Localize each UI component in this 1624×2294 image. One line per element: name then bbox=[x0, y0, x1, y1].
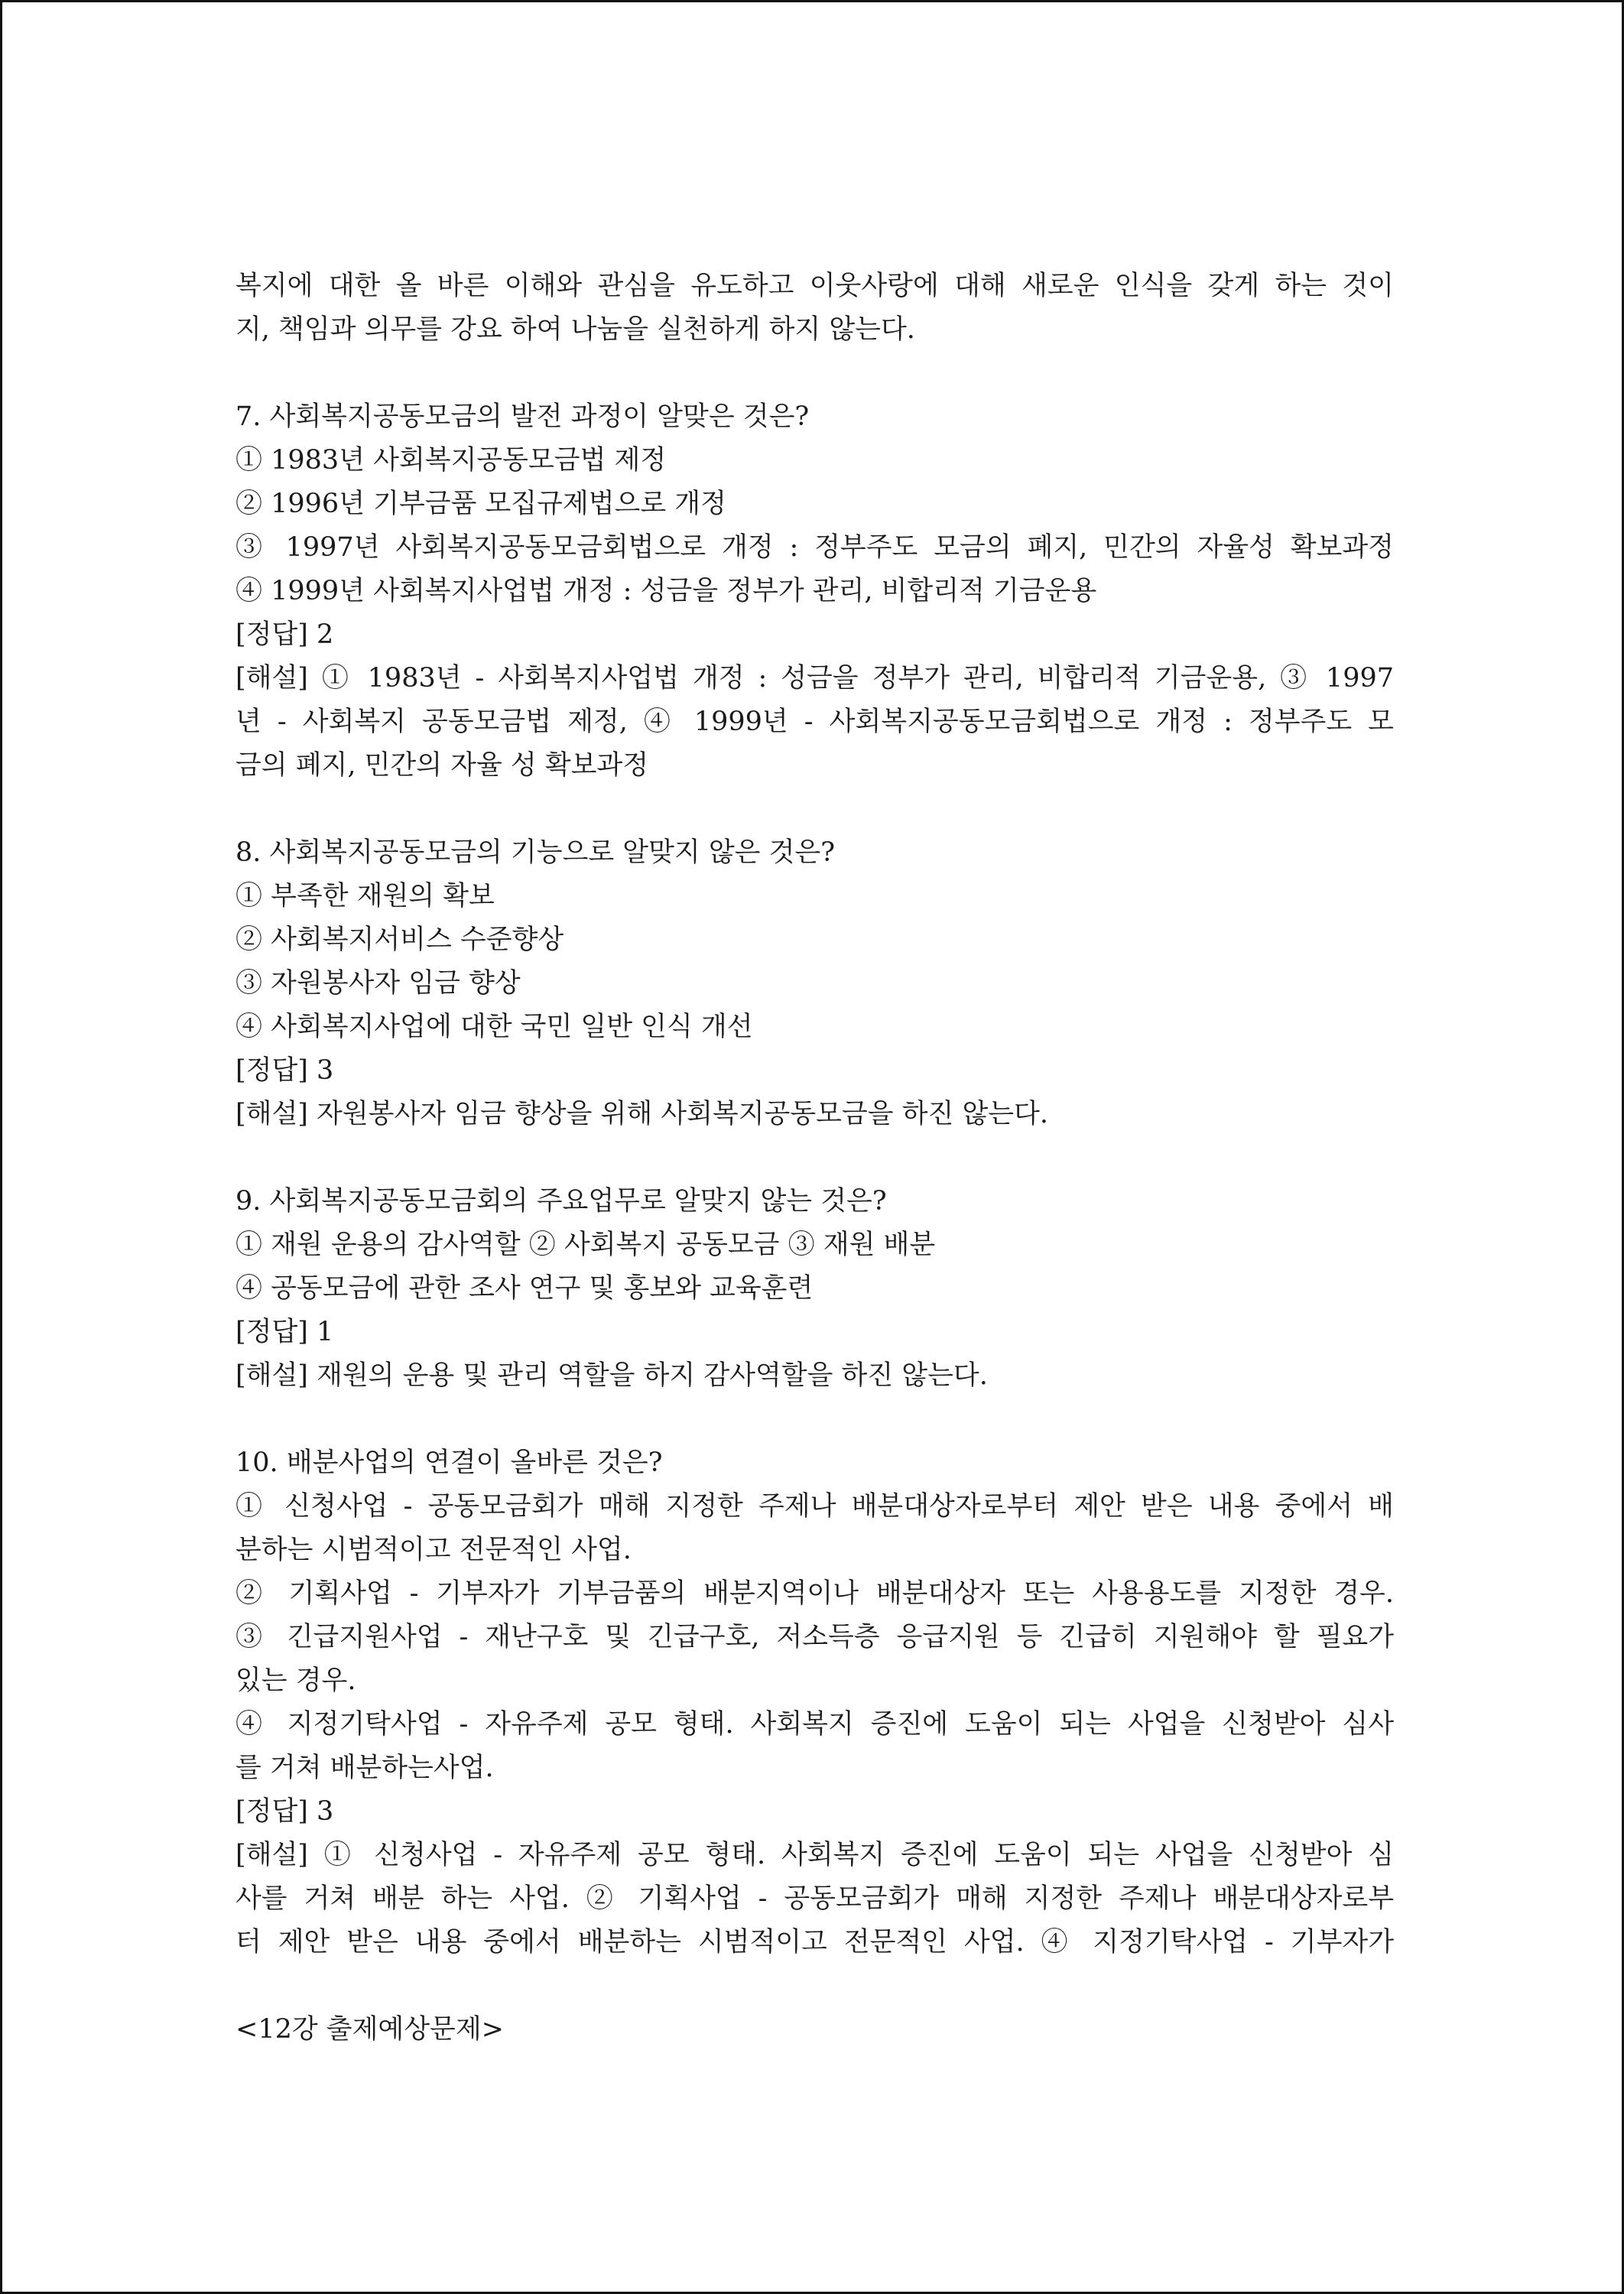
question-10-option: 있는 경우. bbox=[235, 1665, 356, 1696]
spacer bbox=[235, 1398, 1394, 1441]
question-9-option: ④ 공동모금에 관한 조사 연구 및 홍보와 교육훈련 bbox=[235, 1273, 814, 1304]
question-9-answer: [정답] 1 bbox=[235, 1317, 334, 1347]
question-7-option: ② 1996년 기부금품 모집규제법으로 개정 bbox=[235, 489, 726, 519]
document-body bbox=[235, 265, 1394, 2052]
question-10-explanation: 터 제안 받은 내용 중에서 배분하는 시범적이고 전문적인 사업. ④ 지정기탁사업 - 기부자가 bbox=[235, 1927, 1394, 1958]
question-10-option: ③ 긴급지원사업 - 재난구호 및 긴급구호, 저소득층 응급지원 등 긴급히 지원해야 할 필요가 bbox=[235, 1622, 1394, 1652]
question-10-title: 10. 배분사업의 연결이 올바른 것은? bbox=[235, 1448, 663, 1478]
spacer bbox=[235, 1964, 1394, 2008]
question-7-option: ④ 1999년 사회복지사업법 개정 : 성금을 정부가 관리, 비합리적 기금운용 bbox=[235, 576, 1097, 606]
question-8-option: ① 부족한 재원의 확보 bbox=[235, 881, 495, 911]
question-7-answer: [정답] 2 bbox=[235, 619, 334, 650]
intro-line: 지, 책임과 의무를 강요 하여 나눔을 실천하게 하지 않는다. bbox=[235, 314, 915, 345]
question-7-explanation: 년 - 사회복지 공동모금법 제정, ④ 1999년 - 사회복지공동모금회법으로 개정 : 정부주도 모 bbox=[235, 707, 1394, 737]
spacer bbox=[235, 1136, 1394, 1180]
intro-line: 복지에 대한 올 바른 이해와 관심을 유도하고 이웃사랑에 대해 새로운 인식을 갖게 하는 것이 bbox=[235, 271, 1394, 301]
question-10-option: ① 신청사업 - 공동모금회가 매해 지정한 주제나 배분대상자로부터 제안 받은 내용 중에서 배 bbox=[235, 1491, 1394, 1522]
question-10-explanation: [해설] ① 신청사업 - 자유주제 공모 형태. 사회복지 증진에 도움이 되는 사업을 신청받아 심 bbox=[235, 1840, 1394, 1870]
question-8-title: 8. 사회복지공동모금의 기능으로 알맞지 않은 것은? bbox=[235, 837, 835, 868]
question-8-option: ④ 사회복지사업에 대한 국민 일반 인식 개선 bbox=[235, 1012, 753, 1042]
question-7-explanation: [해설] ① 1983년 - 사회복지사업법 개정 : 성금을 정부가 관리, 비합리적 기금운용, ③ 1997 bbox=[235, 663, 1394, 694]
question-7-option: ① 1983년 사회복지공동모금법 제정 bbox=[235, 445, 667, 476]
question-7-option: ③ 1997년 사회복지공동모금회법으로 개정 : 정부주도 모금의 폐지, 민간의 자율성 확보과정 bbox=[235, 532, 1394, 563]
question-8-option: ③ 자원봉사자 임금 향상 bbox=[235, 968, 521, 999]
question-7-title: 7. 사회복지공동모금의 발전 과정이 알맞은 것은? bbox=[235, 401, 810, 432]
spacer bbox=[235, 352, 1394, 395]
question-10-explanation: 사를 거쳐 배분 하는 사업. ② 기획사업 - 공동모금회가 매해 지정한 주제나 배분대상자로부 bbox=[235, 1883, 1394, 1914]
question-9-explanation: [해설] 재원의 운용 및 관리 역할을 하지 감사역할을 하진 않는다. bbox=[235, 1360, 988, 1391]
question-10-option: 분하는 시범적이고 전문적인 사업. bbox=[235, 1535, 632, 1565]
question-9-title: 9. 사회복지공동모금회의 주요업무로 알맞지 않는 것은? bbox=[235, 1186, 887, 1217]
question-8-explanation: [해설] 자원봉사자 임금 향상을 위해 사회복지공동모금을 하진 않는다. bbox=[235, 1099, 1048, 1129]
question-8-answer: [정답] 3 bbox=[235, 1055, 334, 1086]
question-10-option: ④ 지정기탁사업 - 자유주제 공모 형태. 사회복지 증진에 도움이 되는 사업을 신청받아 심사 bbox=[235, 1709, 1394, 1740]
question-10-option: ② 기획사업 - 기부자가 기부금품의 배분지역이나 배분대상자 또는 사용용도를 지정한 경우. bbox=[235, 1578, 1394, 1609]
question-8-option: ② 사회복지서비스 수준향상 bbox=[235, 924, 564, 955]
spacer bbox=[235, 788, 1394, 831]
question-7-explanation: 금의 폐지, 민간의 자율 성 확보과정 bbox=[235, 750, 649, 781]
section-heading: <12강 출제예상문제> bbox=[235, 2014, 504, 2045]
question-10-option: 를 거쳐 배분하는사업. bbox=[235, 1753, 494, 1783]
question-10-answer: [정답] 3 bbox=[235, 1796, 334, 1827]
question-9-option: ① 재원 운용의 감사역할 ② 사회복지 공동모금 ③ 재원 배분 bbox=[235, 1230, 936, 1260]
